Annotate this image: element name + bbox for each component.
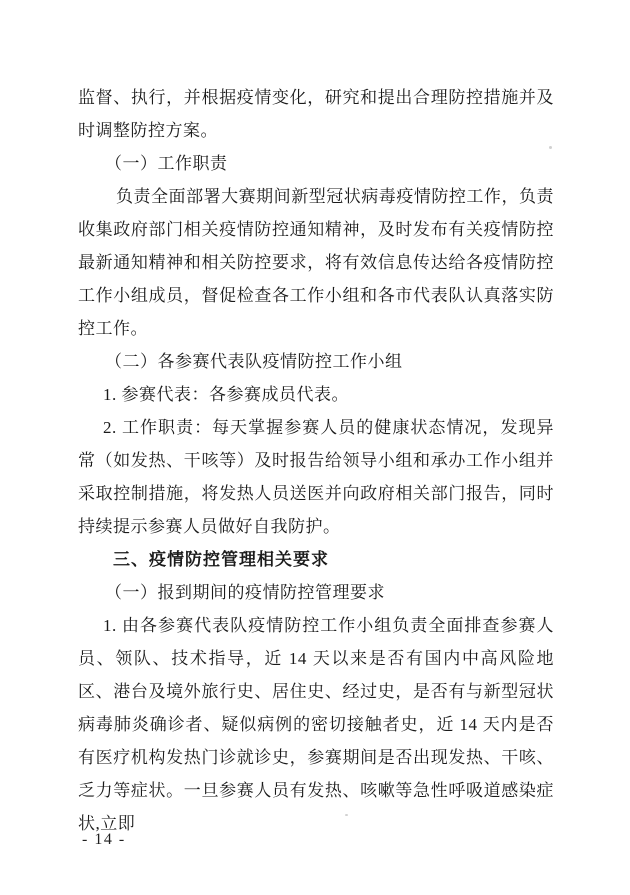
sub-heading-work-duty: （一）工作职责 bbox=[105, 154, 228, 173]
scan-artifact bbox=[549, 146, 552, 149]
sub-heading-checkin-requirements: （一）报到期间的疫情防控管理要求 bbox=[105, 583, 385, 602]
numbered-item-screening: 1. 由各参赛代表队疫情防控工作小组负责全面排查参赛人员、领队、技术指导，近 14 天以来是否有国内中高风险地区、港台及境外旅行史、居住史、经过史，是否有与新型冠状病毒肺炎确诊者、疑似病例的密切接触者史，近 14 天内是否有医疗机构发热门诊就诊史，参赛期间是否出现发热、干咳、乏力等症状。一旦参赛人员有发热、咳嗽等急性呼吸道感染症状,立即 bbox=[78, 616, 554, 833]
paragraph-work-duty-body: 负责全面部署大赛期间新型冠状病毒疫情防控工作，负责收集政府部门相关疫情防控通知精神，及时发布有关疫情防控最新通知精神和相关防控要求，将有效信息传达给各疫情防控工作小组成员，督促检查各工作小组和各市代表队认真落实防控工作。 bbox=[78, 187, 554, 338]
sub-heading-team-group: （二）各参赛代表队疫情防控工作小组 bbox=[105, 352, 403, 371]
page-number: - 14 - bbox=[82, 831, 126, 848]
numbered-item-duties: 2. 工作职责：每天掌握参赛人员的健康状态情况，发现异常（如发热、干咳等）及时报告给领导小组和承办工作小组并采取控制措施，将发热人员送医并向政府相关部门报告，同时持续提示参赛人员做好自我防护。 bbox=[78, 418, 554, 536]
numbered-item-representatives: 1. 参赛代表：各参赛成员代表。 bbox=[103, 385, 349, 404]
scan-artifact bbox=[345, 814, 348, 816]
paragraph-continuation: 监督、执行，并根据疫情变化，研究和提出合理防控措施并及时调整防控方案。 bbox=[78, 88, 554, 140]
section-heading-requirements: 三、疫情防控管理相关要求 bbox=[113, 550, 329, 569]
document-body bbox=[78, 81, 554, 840]
